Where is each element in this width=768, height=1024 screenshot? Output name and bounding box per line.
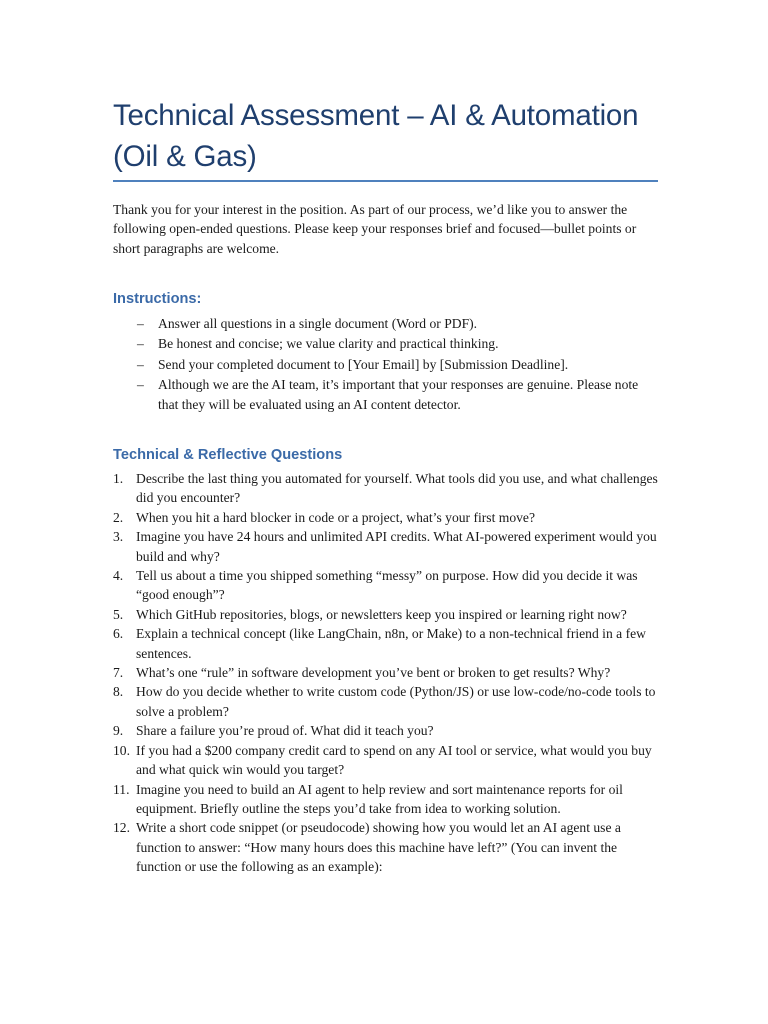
dash-bullet: – [137,336,144,352]
intro-paragraph: Thank you for your interest in the position. As part of our process, we’d like you to answer the following open-ended questions. Please keep your responses brief and focused—bullet points or short paragraphs are welcome. [113,202,637,256]
question-text: When you hit a hard blocker in code or a project, what’s your first move? [136,509,535,525]
question-text: Explain a technical concept (like LangChain, n8n, or Make) to a non-technical friend in a few sentences. [136,626,646,661]
question-text: Write a short code snippet (or pseudocode) showing how you would let an AI agent use a function to answer: “How many hours does this machine have left?” (You can invent the function or use the following as an example): [136,820,621,875]
instructions-heading: Instructions: [113,291,202,307]
question-text: If you had a $200 company credit card to spend on any AI tool or service, what would you buy and what quick win would you target? [136,742,652,778]
instruction-item [113,334,658,353]
question-item [113,682,658,721]
instruction-text: Send your completed document to [Your Email] by [Submission Deadline]. [158,356,569,372]
instruction-text: Be honest and concise; we value clarity and practical thinking. [158,336,499,352]
question-number: 3. [113,529,124,545]
question-text: Imagine you need to build an AI agent to help review and sort maintenance reports for oil equipment. Briefly outline the steps you’d take from idea to working solution. [136,781,623,816]
dash-bullet: – [137,377,144,393]
question-item [113,624,658,663]
question-number: 12. [113,820,130,836]
instruction-item [113,375,658,414]
questions-list [113,469,658,877]
questions-heading: Technical & Reflective Questions [113,447,343,463]
question-number: 1. [113,471,124,486]
question-number: 4. [113,568,124,584]
instruction-item [113,355,658,374]
question-item [113,527,658,566]
question-number: 11. [113,781,130,797]
question-number: 8. [113,684,124,700]
question-item [113,663,658,682]
question-text: Share a failure you’re proud of. What did it teach you? [136,723,434,739]
question-text: Imagine you have 24 hours and unlimited API credits. What AI-powered experiment would you build and why? [136,529,657,564]
instruction-text: Answer all questions in a single document (Word or PDF). [158,316,478,331]
dash-bullet: – [137,316,144,331]
question-number: 5. [113,606,124,622]
question-item [113,566,658,605]
instruction-item [113,314,658,333]
question-text: Tell us about a time you shipped something “messy” on purpose. How did you decide it was “good enough”? [136,568,638,603]
title-divider [113,180,658,182]
question-number: 7. [113,665,124,681]
question-text: How do you decide whether to write custom code (Python/JS) or use low-code/no-code tools to solve a problem? [136,684,656,719]
question-number: 9. [113,723,124,739]
question-number: 6. [113,626,124,642]
dash-bullet: – [137,356,144,372]
instruction-text: Although we are the AI team, it’s important that your responses are genuine. Please note that they will be evaluated using an AI content detector. [158,377,639,412]
question-item [113,721,658,740]
question-item [113,508,658,527]
question-item [113,818,658,876]
question-item [113,741,658,780]
question-text: Describe the last thing you automated for yourself. What tools did you use, and what challenges did you encounter? [136,471,658,506]
question-number: 10. [113,742,130,758]
question-number: 2. [113,509,124,525]
question-item [113,605,658,624]
instructions-list [113,314,658,415]
question-item [113,780,658,819]
question-text: Which GitHub repositories, blogs, or newsletters keep you inspired or learning right now? [136,606,627,622]
question-item [113,469,658,508]
document-title: Technical Assessment – AI & Automation (Oil & Gas) [113,99,639,173]
question-text: What’s one “rule” in software development you’ve bent or broken to get results? Why? [136,665,611,681]
